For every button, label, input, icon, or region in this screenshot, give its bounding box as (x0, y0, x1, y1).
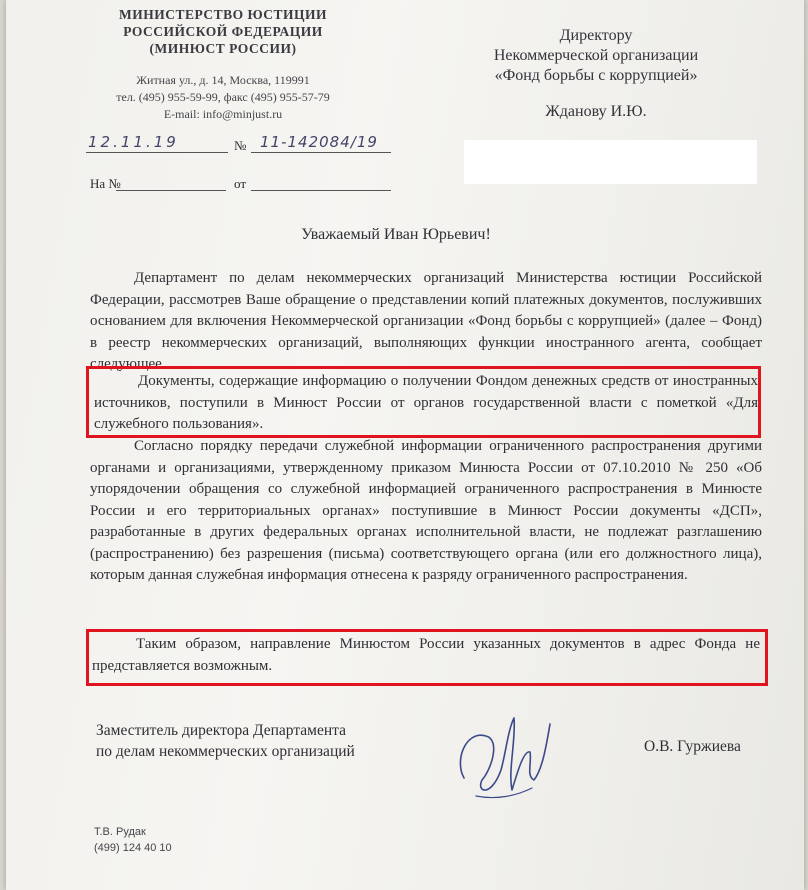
number-underline (251, 152, 391, 153)
executor-phone: (499) 124 40 10 (94, 842, 172, 854)
executor-info (94, 824, 172, 856)
position-line: по делам некоммерческих организаций (96, 743, 355, 760)
redaction-box (464, 140, 757, 184)
executor-name: Т.В. Рудак (94, 826, 146, 838)
outgoing-number: 11-142084/19 (260, 133, 378, 151)
recipient-line: «Фонд борьбы с коррупцией» (494, 67, 698, 84)
ministry-header (98, 6, 348, 57)
recipient-block (446, 26, 746, 86)
reference-date-line (251, 190, 391, 191)
address-line: Житная ул., д. 14, Москва, 119991 (136, 73, 310, 87)
reference-number-label: На № (90, 176, 121, 191)
outgoing-date: 12.11.19 (88, 133, 179, 151)
letter-sheet (6, 0, 804, 890)
ministry-line: МИНИСТЕРСТВО ЮСТИЦИИ (118, 7, 327, 22)
handwritten-signature (446, 700, 566, 810)
recipient-line: Некоммерческой организации (493, 47, 699, 64)
reference-date-label: от (234, 176, 247, 191)
paragraph-1: Департамент по делам некоммерческих организаций Министерства юстиции Российской Федерации, рассмотрев Ваше обращение о представлении копий платежных документов, послуживших основанием для включения Некоммерческой организации «Фонд борьбы с коррупцией» (далее – Фонд) в реестр некоммерческих организаций, выполняющих функции иностранного агента, сообщает следующее. (90, 270, 762, 372)
recipient-name: Жданову И.Ю. (545, 103, 647, 120)
signatory-name: О.В. Гуржиева (644, 738, 741, 755)
salutation: Уважаемый Иван Юрьевич! (301, 226, 491, 243)
paragraph-4: Таким образом, направление Минюстом России указанных документов в адрес Фонда не представляется возможным. (92, 636, 760, 674)
ministry-line: РОССИЙСКОЙ ФЕДЕРАЦИИ (123, 24, 323, 39)
position-line: Заместитель директора Департамента (96, 722, 346, 739)
signatory-position (96, 720, 355, 762)
highlight-box-1 (86, 366, 761, 438)
recipient-line: Директору (559, 27, 633, 44)
paragraph-3: Согласно порядку передачи служебной информации ограниченного распространения другими органами и организациями, утвержденному приказом Минюста России от 07.10.2010 № 250 «Об упорядочении обращения со служебной информацией ограниченного распространения в Минюсте России и его территориальных органах» поступившие в Минюст России документы «ДСП», разработанные в других федеральных органах исполнительной власти, не подлежат разглашению (распространению) без разрешения (письма) соответствующего органа (или его должностного лица), которым данная служебная информация отнесена к разряду ограниченного распространения. (90, 438, 762, 583)
ministry-line: (МИНЮСТ РОССИИ) (149, 41, 297, 56)
email-line: E-mail: info@minjust.ru (163, 107, 283, 121)
date-underline (86, 152, 228, 153)
paragraph-2: Документы, содержащие информацию о получении Фондом денежных средств от иностранных источников, поступили в Минюст России от органов государственной власти с пометкой «Для служебного пользования». (94, 373, 758, 432)
phone-line: тел. (495) 955-59-99, факс (495) 955-57-79 (116, 90, 330, 104)
reference-number-line (116, 190, 226, 191)
sender-address (98, 72, 348, 123)
number-label: № (234, 138, 247, 153)
highlight-box-2 (86, 629, 768, 686)
